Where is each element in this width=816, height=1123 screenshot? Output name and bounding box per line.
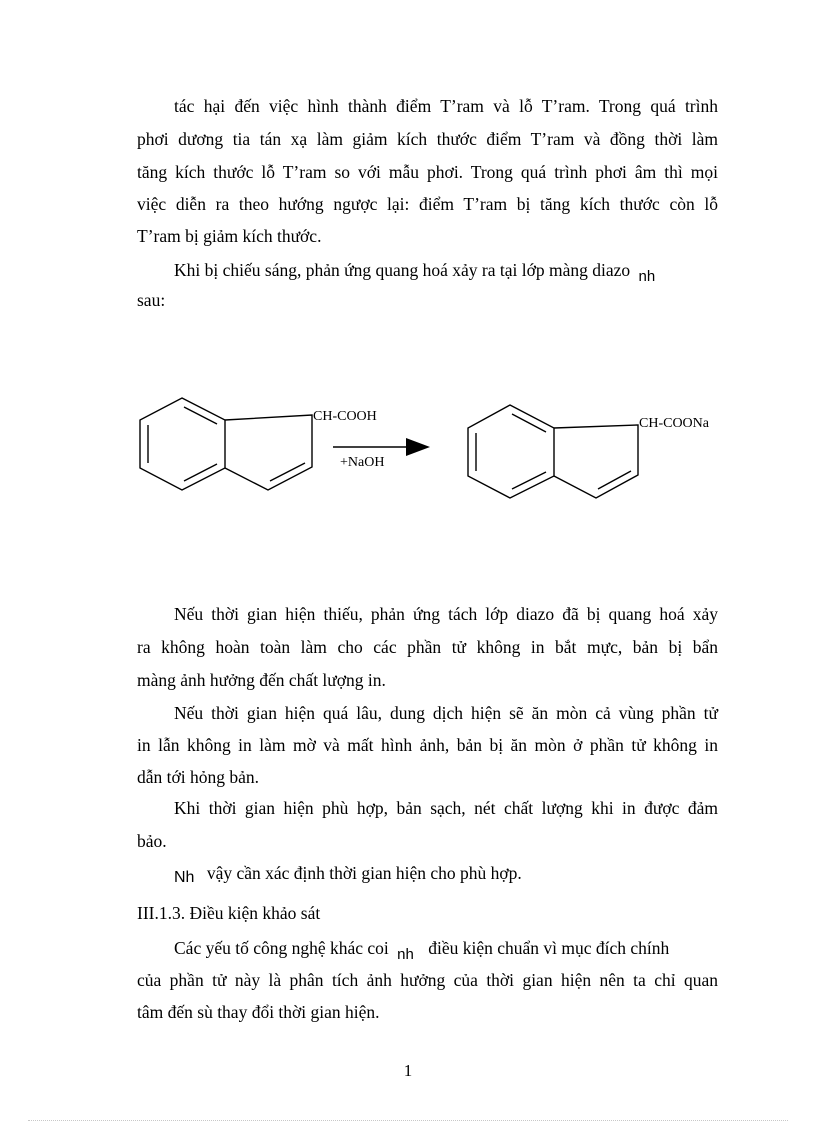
section-heading: III.1.3. Điều kiện khảo sát: [137, 903, 321, 923]
paragraph-6-prefix: Nh: [174, 869, 195, 886]
paragraph-4-line-2: in lẫn không in làm mờ và mất hình ảnh, bản bị ăn mòn ở phần tử không in: [137, 735, 718, 755]
paragraph-4-line-3: dẫn tới hỏng bản.: [137, 767, 260, 787]
paragraph-7-nh: nh: [397, 946, 414, 963]
paragraph-1-line-5: T’ram bị giảm kích thước.: [137, 226, 322, 246]
paragraph-6-text: vậy cần xác định thời gian hiện cho phù hợp.: [206, 863, 522, 883]
paragraph-5-line-2: bảo.: [137, 831, 167, 851]
paragraph-2-text: Khi bị chiếu sáng, phản ứng quang hoá xảy ra tại lớp màng diazo: [174, 260, 631, 280]
paragraph-1-line-4: việc diễn ra theo hướng ngược lại: điểm T’ram bị tăng kích thước còn lỗ: [137, 194, 718, 214]
paragraph-2-line-1: [174, 259, 718, 283]
reaction-arrow: [333, 438, 430, 456]
page-number: 1: [403, 1061, 413, 1080]
product-group-label: CH-COONa: [639, 416, 709, 431]
reactant-structure: [140, 398, 312, 490]
paragraph-5-line-1: Khi thời gian hiện phù hợp, bản sạch, nét chất lượng khi in được đảm: [174, 798, 718, 818]
paragraph-4-line-1: Nếu thời gian hiện quá lâu, dung dịch hiện sẽ ăn mòn cả vùng phần tử: [174, 703, 718, 723]
paragraph-7-line-1: [174, 937, 718, 961]
paragraph-7-line-3: tâm đến sù thay đổi thời gian hiện.: [137, 1002, 380, 1022]
paragraph-1-line-1: tác hại đến việc hình thành điểm T’ram và lỗ T’ram. Trong quá trình: [174, 96, 718, 116]
product-structure: [468, 405, 638, 498]
paragraph-2-tail: nh: [638, 268, 656, 285]
paragraph-3-line-2: ra không hoàn toàn làm cho các phần tử không in bắt mực, bản bị bẩn: [137, 637, 718, 657]
paragraph-7-text-a: Các yếu tố công nghệ khác coi: [174, 938, 389, 958]
paragraph-7-line-2: của phần tử này là phân tích ảnh hưởng của thời gian hiện nên ta chỉ quan: [137, 970, 718, 990]
paragraph-6: [174, 862, 718, 886]
reagent-label: +NaOH: [340, 455, 385, 470]
reactant-group-label: CH-COOH: [313, 409, 377, 424]
footer-divider: [28, 1120, 788, 1121]
reaction-scheme: [130, 385, 730, 510]
paragraph-3-line-3: màng ảnh hưởng đến chất lượng in.: [137, 670, 386, 690]
paragraph-2-line-2: sau:: [137, 290, 166, 310]
paragraph-1-line-3: tăng kích thước lỗ T’ram so với mẫu phơi. Trong quá trình phơi âm thì mọi: [137, 162, 718, 182]
paragraph-7-text-b: điều kiện chuẩn vì mục đích chính: [428, 938, 670, 958]
paragraph-1-line-2: phơi dương tia tán xạ làm giảm kích thước điểm T’ram và đồng thời làm: [137, 129, 718, 149]
paragraph-3-line-1: Nếu thời gian hiện thiếu, phản ứng tách lớp diazo đã bị quang hoá xảy: [174, 604, 718, 624]
